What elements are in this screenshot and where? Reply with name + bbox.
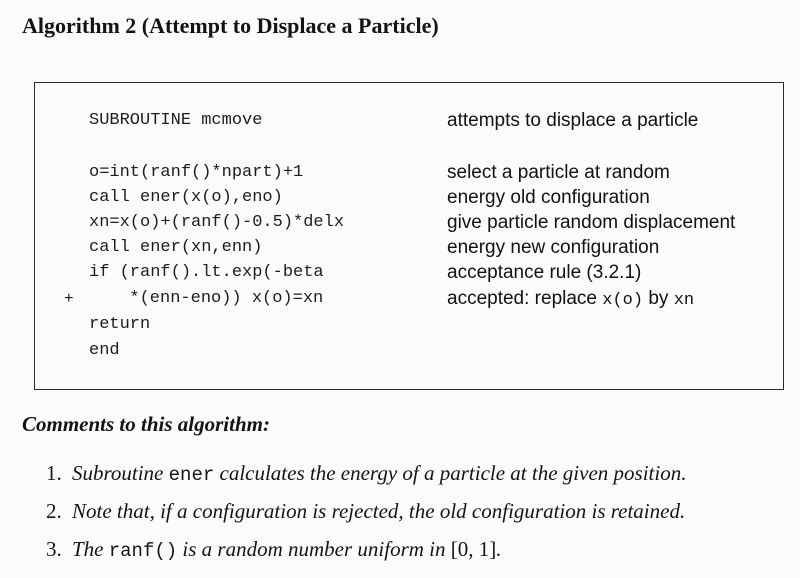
code-comment: give particle random displacement <box>447 212 736 233</box>
code-line <box>35 287 783 313</box>
code-comment: energy old configuration <box>447 187 650 208</box>
note-item <box>46 536 502 564</box>
algorithm-box <box>34 82 784 390</box>
code-line <box>35 313 783 339</box>
code-line <box>35 261 783 287</box>
algorithm-title: Algorithm 2 (Attempt to Displace a Particle) <box>22 13 439 38</box>
code-text: xn=x(o)+(ranf()-0.5)*delx <box>89 213 345 232</box>
code-text: *(enn-eno)) x(o)=xn <box>109 289 324 308</box>
code-text: end <box>89 341 120 360</box>
code-comment: select a particle at random <box>447 162 670 183</box>
code-line <box>35 236 783 262</box>
comment-text: accepted: replace <box>447 288 603 309</box>
note-text: calculates the energy of a particle at the given position. <box>214 461 687 485</box>
note-item <box>46 498 685 524</box>
comment-code: x(o) <box>602 291 644 310</box>
code-text: call ener(xn,enn) <box>89 238 263 257</box>
note-code: ranf() <box>108 540 178 562</box>
code-comment: attempts to displace a particle <box>447 110 699 131</box>
note-math: [0, 1] <box>450 537 497 561</box>
code-text: call ener(x(o),eno) <box>89 188 283 207</box>
continuation-mark: + <box>64 290 74 308</box>
note-text: The <box>72 537 109 561</box>
code-text: if (ranf().lt.exp(-beta <box>89 263 324 282</box>
note-text: . <box>496 537 502 561</box>
note-code: ener <box>168 464 215 486</box>
code-line <box>35 339 783 365</box>
code-comment: energy new configuration <box>447 237 660 258</box>
code-text: o=int(ranf()*npart)+1 <box>89 163 304 182</box>
comments-heading: Comments to this algorithm: <box>22 412 270 436</box>
code-line <box>35 161 783 187</box>
comment-text: by <box>643 288 674 309</box>
code-line <box>35 211 783 237</box>
code-line <box>35 186 783 212</box>
code-text: return <box>89 315 151 334</box>
note-text: is a random number uniform in <box>177 537 451 561</box>
note-text: Subroutine <box>72 461 169 485</box>
note-item <box>46 460 686 488</box>
code-comment <box>447 287 694 313</box>
comment-code: xn <box>673 291 695 310</box>
note-number: 1. <box>46 461 62 485</box>
code-line <box>35 109 783 135</box>
note-number: 3. <box>46 537 62 561</box>
note-number: 2. <box>46 499 62 523</box>
code-comment: acceptance rule (3.2.1) <box>447 262 642 283</box>
note-text: Note that, if a configuration is rejected, the old configuration is retained. <box>72 499 686 523</box>
code-text: SUBROUTINE mcmove <box>89 111 263 130</box>
